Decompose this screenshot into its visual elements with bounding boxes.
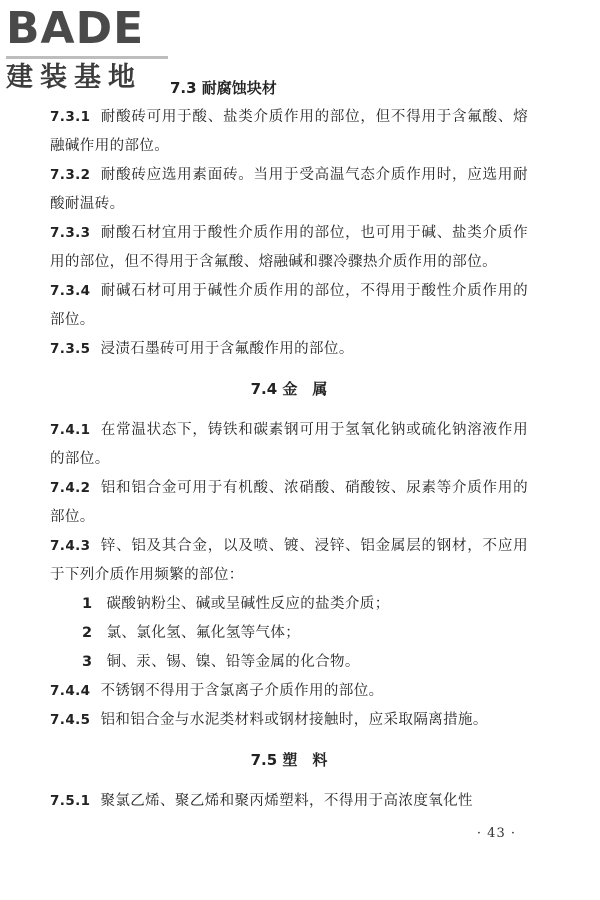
section-heading-7-4: 7.4 金 属 [250,380,328,398]
clause-number: 7.3.4 [50,283,91,299]
clause-number: 7.4.1 [50,422,91,438]
clause-text: 耐碱石材可用于碱性介质作用的部位，不得用于酸性介质作用的部位。 [50,283,528,328]
clause-7-3-4 [50,277,528,335]
clause-number: 7.3.3 [50,225,91,241]
clause-text: 耐酸砖应选用素面砖。当用于受高温气态介质作用时，应选用耐酸耐温砖。 [50,167,528,212]
clause-7-4-2 [50,474,528,532]
list-item [82,648,528,677]
clause-text: 浸渍石墨砖可用于含氟酸作用的部位。 [100,341,354,357]
list-item-text: 氯、氯化氢、氟化氢等气体； [106,625,301,641]
clause-number: 7.3.1 [50,109,91,125]
clause-text: 铝和铝合金与水泥类材料或钢材接触时，应采取隔离措施。 [100,712,488,728]
list-item-number: 1 [82,596,93,612]
document-body [50,73,528,816]
clause-number: 7.3.2 [50,167,91,183]
clause-number: 7.4.5 [50,712,91,728]
list-item [82,590,528,619]
clause-text: 聚氯乙烯、聚乙烯和聚丙烯塑料，不得用于高浓度氧化性 [100,793,473,809]
page-number: · 43 · [476,826,516,841]
section-heading-7-3: 7.3 耐腐蚀块材 [170,79,277,97]
list-item-text: 铜、汞、锡、镍、铅等金属的化合物。 [106,654,360,670]
clause-number: 7.4.3 [50,538,91,554]
clause-7-3-2 [50,161,528,219]
clause-7-4-4 [50,677,528,706]
clause-7-3-5 [50,335,528,364]
logo-subtitle: 建装基地 [6,62,142,93]
clause-text: 在常温状态下，铸铁和碳素钢可用于氢氧化钠或硫化钠溶液作用的部位。 [50,422,528,467]
clause-text: 铝和铝合金可用于有机酸、浓硝酸、硝酸铵、尿素等介质作用的部位。 [50,480,528,525]
clause-number: 7.5.1 [50,793,91,809]
clause-7-4-3 [50,532,528,590]
clause-text: 不锈钢不得用于含氯离子介质作用的部位。 [100,683,384,699]
clause-7-5-1 [50,787,528,816]
clause-number: 7.4.4 [50,683,91,699]
list-item-text: 碳酸钠粉尘、碱或呈碱性反应的盐类介质； [106,596,390,612]
logo-wordmark: BADE [6,3,145,54]
clause-text: 耐酸砖可用于酸、盐类介质作用的部位，但不得用于含氟酸、熔融碱作用的部位。 [50,109,528,154]
clause-7-3-1 [50,103,528,161]
section-heading-7-5: 7.5 塑 料 [250,751,328,769]
logo-divider [6,56,168,59]
clause-7-4-1 [50,416,528,474]
clause-7-3-3 [50,219,528,277]
list-item [82,619,528,648]
clause-7-4-5 [50,706,528,735]
clause-text: 耐酸石材宜用于酸性介质作用的部位，也可用于碱、盐类介质作用的部位，但不得用于含氟酸、熔融碱和骤冷骤热介质作用的部位。 [50,225,528,270]
clause-number: 7.3.5 [50,341,91,357]
list-item-number: 2 [82,625,93,641]
clause-text: 锌、铝及其合金，以及喷、镀、浸锌、铝金属层的钢材，不应用于下列介质作用频繁的部位： [50,538,528,583]
clause-number: 7.4.2 [50,480,91,496]
list-item-number: 3 [82,654,93,670]
